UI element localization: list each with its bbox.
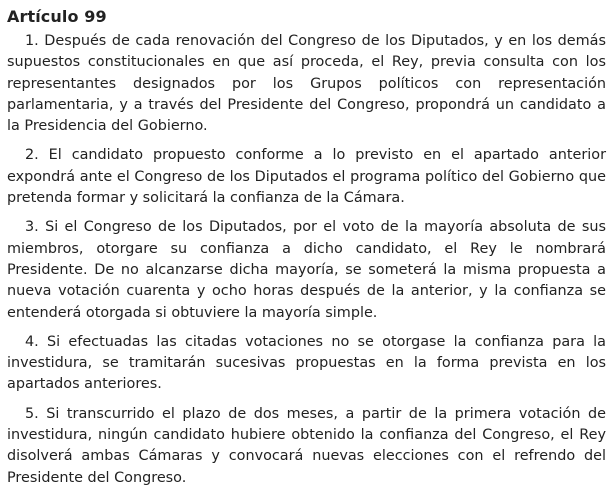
- article-paragraph-2: 2. El candidato propuesto conforme a lo previsto en el apartado anterior expondrá ante el Congreso de los Diputados el programa político del Gobierno que pretenda formar y solicitará la confianza de la Cámara.: [7, 147, 606, 207]
- article-title: Artículo 99: [7, 7, 107, 26]
- article-paragraph-5: 5. Si transcurrido el plazo de dos meses, a partir de la primera votación de investidura, ningún candidato hubiere obtenido la confianza del Congreso, el Rey disolverá ambas Cámaras y convocará nuevas elecciones con el refrendo del Presidente del Congreso.: [7, 405, 606, 486]
- article-paragraph-3: 3. Si el Congreso de los Diputados, por el voto de la mayoría absoluta de sus miembros, otorgare su confianza a dicho candidato, el Rey le nombrará Presidente. De no alcanzarse dicha mayoría, se someterá la misma propuesta a nueva votación cuarenta y ocho horas después de la anterior, y la confianza se entenderá otorgada si obtuviere la mayoría simple.: [7, 219, 606, 321]
- article-paragraph-1: 1. Después de cada renovación del Congreso de los Diputados, y en los demás supuestos constitucionales en que así proceda, el Rey, previa consulta con los representantes designados por los Grupos políticos con representación parlamentaria, y a través del Presidente del Congreso, propondrá un candidato a la Presidencia del Gobierno.: [7, 33, 606, 135]
- article-paragraph-4: 4. Si efectuadas las citadas votaciones no se otorgase la confianza para la investidura, se tramitarán sucesivas propuestas en la forma prevista en los apartados anteriores.: [7, 333, 606, 393]
